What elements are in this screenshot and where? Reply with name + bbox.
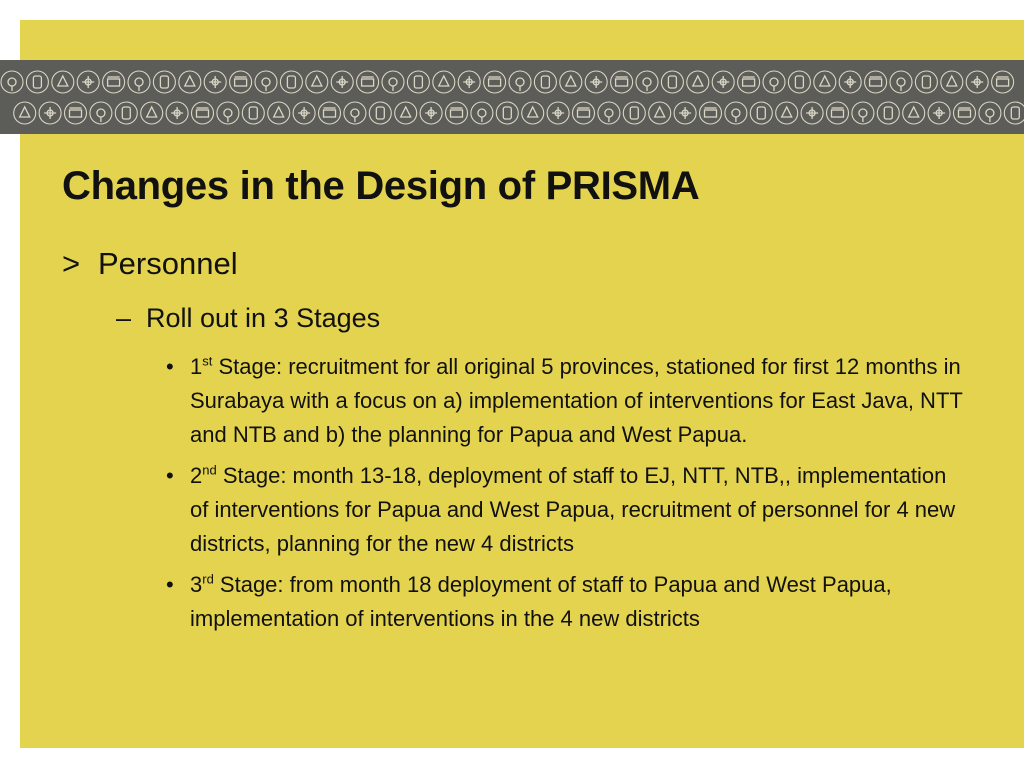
bullet-dot-icon: •: [166, 463, 174, 488]
stage-text: Stage: recruitment for all original 5 provinces, stationed for first 12 months in Surabaya with a focus on a) implementation of interventions for East Java, NTT and NTB and b) the planning for Papua and West Papua.: [190, 354, 963, 447]
stage-number: 3: [190, 572, 203, 597]
stage-ordinal-suffix: rd: [202, 571, 214, 587]
stage-item-3: [166, 568, 966, 636]
decorative-band: [0, 60, 1024, 134]
stage-text: Stage: month 13-18, deployment of staff to EJ, NTT, NTB,, implementation of interventions for Papua and West Papua, recruitment of personnel for 4 new districts, planning for the new 4 districts: [190, 463, 956, 556]
stage-text: Stage: from month 18 deployment of staff to Papua and West Papua, implementation of interventions in the 4 new districts: [190, 572, 892, 631]
bullet-dot-icon: •: [166, 354, 174, 379]
bullet-dot-icon: •: [166, 572, 174, 597]
stage-item-1: [166, 350, 966, 452]
stage-ordinal-suffix: st: [202, 353, 213, 369]
bullet-level-1: [62, 246, 238, 282]
stage-number: 2: [190, 463, 203, 488]
stage-number: 1: [190, 354, 203, 379]
bullet-level-2: [116, 303, 380, 334]
bullet-level-1-text: Personnel: [98, 246, 238, 281]
stage-item-2: [166, 459, 966, 561]
chevron-right-icon: >: [62, 246, 81, 281]
decorative-pattern-icon: [0, 60, 1024, 134]
stage-ordinal-suffix: nd: [202, 462, 217, 478]
bullet-level-2-text: Roll out in 3 Stages: [146, 303, 381, 333]
dash-icon: –: [116, 303, 132, 333]
slide-title: Changes in the Design of PRISMA: [62, 164, 700, 208]
stage-list: [166, 350, 966, 643]
